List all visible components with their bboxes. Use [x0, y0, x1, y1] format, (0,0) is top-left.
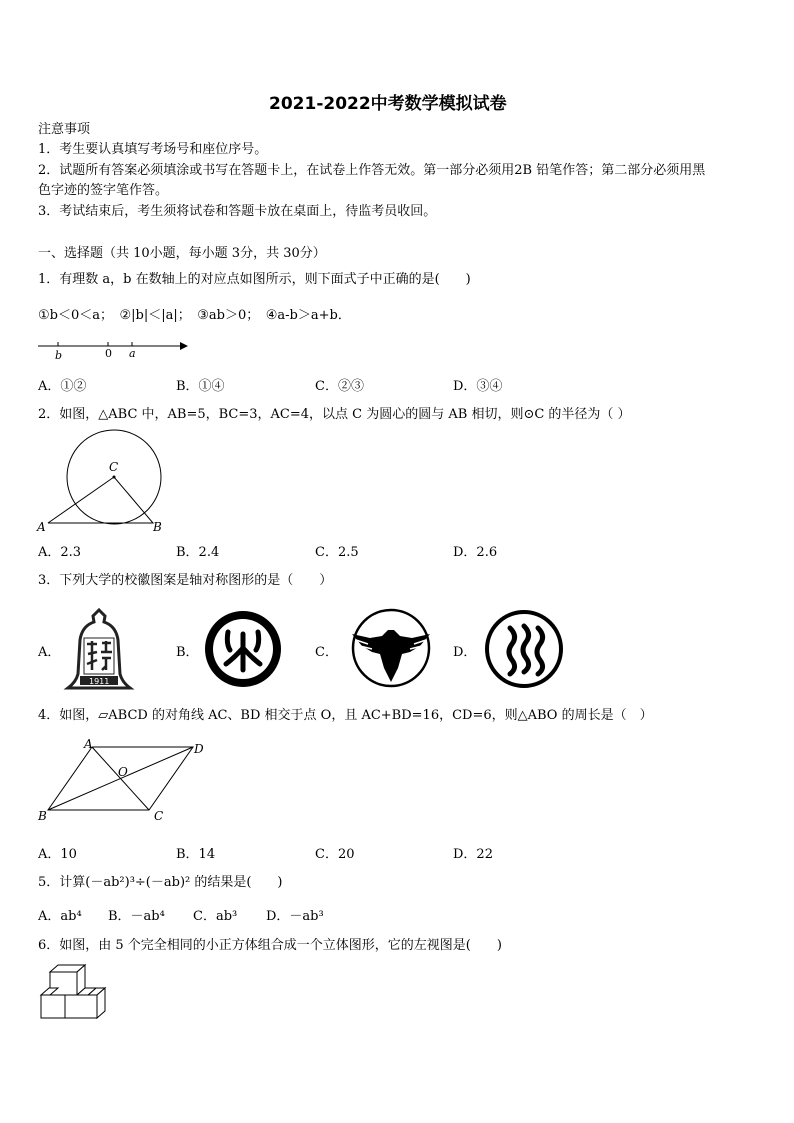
q4-option-c[interactable]: C．20	[315, 847, 355, 862]
axis-label-0: 0	[105, 347, 112, 360]
axis-label-b: b	[55, 349, 63, 362]
wave-emblem-icon	[484, 610, 564, 688]
label-a: A	[37, 520, 46, 534]
q3-option-c[interactable]: C．	[315, 645, 338, 660]
notice-item-3: 3．考试结束后，考生须将试卷和答题卡放在桌面上，待监考员收回。	[38, 204, 437, 219]
notice-heading: 注意事项	[38, 122, 91, 137]
notice-item-2: 2．试题所有答案必须填涂或书写在答题卡上，在试卷上作答无效。第一部分必须用2B 铅笔作答；第二部分必须用黑	[38, 163, 706, 178]
q2-option-c[interactable]: C．2.5	[315, 545, 359, 560]
q2-circle-figure	[36, 434, 171, 536]
q6-stem: 6．如图，由 5 个完全相同的小正方体组合成一个立体图形，它的左视图是( )	[38, 938, 502, 953]
notice-item-2-cont: 色字迹的签字笔作答。	[38, 183, 169, 198]
q5-option-d[interactable]: D．－ab³	[266, 909, 324, 924]
q1-option-b[interactable]: B．①④	[176, 379, 225, 394]
label-d: D	[194, 742, 204, 756]
label-a: A	[84, 737, 93, 751]
eagle-emblem-icon	[348, 608, 434, 688]
arrow-right-icon	[180, 342, 188, 350]
q4-option-a[interactable]: A．10	[38, 847, 77, 862]
q2-option-b[interactable]: B．2.4	[176, 545, 220, 560]
q5-option-a[interactable]: A．ab⁴	[38, 909, 82, 924]
q4-option-d[interactable]: D．22	[453, 847, 493, 862]
q2-option-d[interactable]: D．2.6	[453, 545, 498, 560]
q5-option-c[interactable]: C．ab³	[193, 909, 238, 924]
q6-cubes-figure	[38, 962, 113, 1024]
q1-option-c[interactable]: C．②③	[315, 379, 364, 394]
q1-stem: 1．有理数 a，b 在数轴上的对应点如图所示，则下面式子中正确的是( )	[38, 272, 471, 287]
q2-stem: 2．如图，△ABC 中，AB=5，BC=3，AC=4，以点 C 为圆心的圆与 AB 相切，则⊙C 的半径为（ ）	[38, 407, 631, 422]
q4-parallelogram-figure	[36, 736, 211, 826]
q3-stem: 3．下列大学的校徽图案是轴对称图形的是（ ）	[38, 573, 333, 588]
q1-statements: ①b＜0＜a； ②|b|＜|a|； ③ab＞0； ④a-b＞a+b．	[38, 308, 351, 323]
q4-option-b[interactable]: B．14	[176, 847, 216, 862]
q3-option-b[interactable]: B．	[176, 645, 199, 660]
axis-label-a: a	[129, 347, 136, 360]
label-c: C	[109, 460, 119, 474]
q3-option-d[interactable]: D．	[453, 645, 477, 660]
q5-option-b[interactable]: B．－ab⁴	[108, 909, 165, 924]
q4-stem: 4．如图，▱ABCD 的对角线 AC、BD 相交于点 O，且 AC+BD=16，CD=6，则△ABO 的周长是（ ）	[38, 708, 653, 723]
section-heading: 一、选择题（共 10小题，每小题 3分，共 30分）	[38, 246, 326, 261]
q3-option-a[interactable]: A．	[38, 645, 61, 660]
q2-option-a[interactable]: A．2.3	[38, 545, 82, 560]
label-o: O	[118, 765, 128, 779]
label-b: B	[38, 809, 47, 823]
page-title: 2021-2022中考数学模拟试卷	[269, 94, 507, 114]
label-b: B	[153, 520, 162, 534]
q1-number-line	[36, 336, 196, 364]
q1-option-a[interactable]: A．①②	[38, 379, 87, 394]
q5-stem: 5．计算(－ab²)³÷(－ab)² 的结果是( )	[38, 875, 283, 890]
label-c: C	[154, 809, 164, 823]
notice-item-1: 1．考生要认真填写考场号和座位序号。	[38, 142, 268, 157]
tsinghua-emblem-icon	[64, 608, 134, 692]
pku-emblem-icon	[204, 610, 282, 688]
emblem-year: 1911	[89, 677, 110, 686]
q1-option-d[interactable]: D．③④	[453, 379, 503, 394]
